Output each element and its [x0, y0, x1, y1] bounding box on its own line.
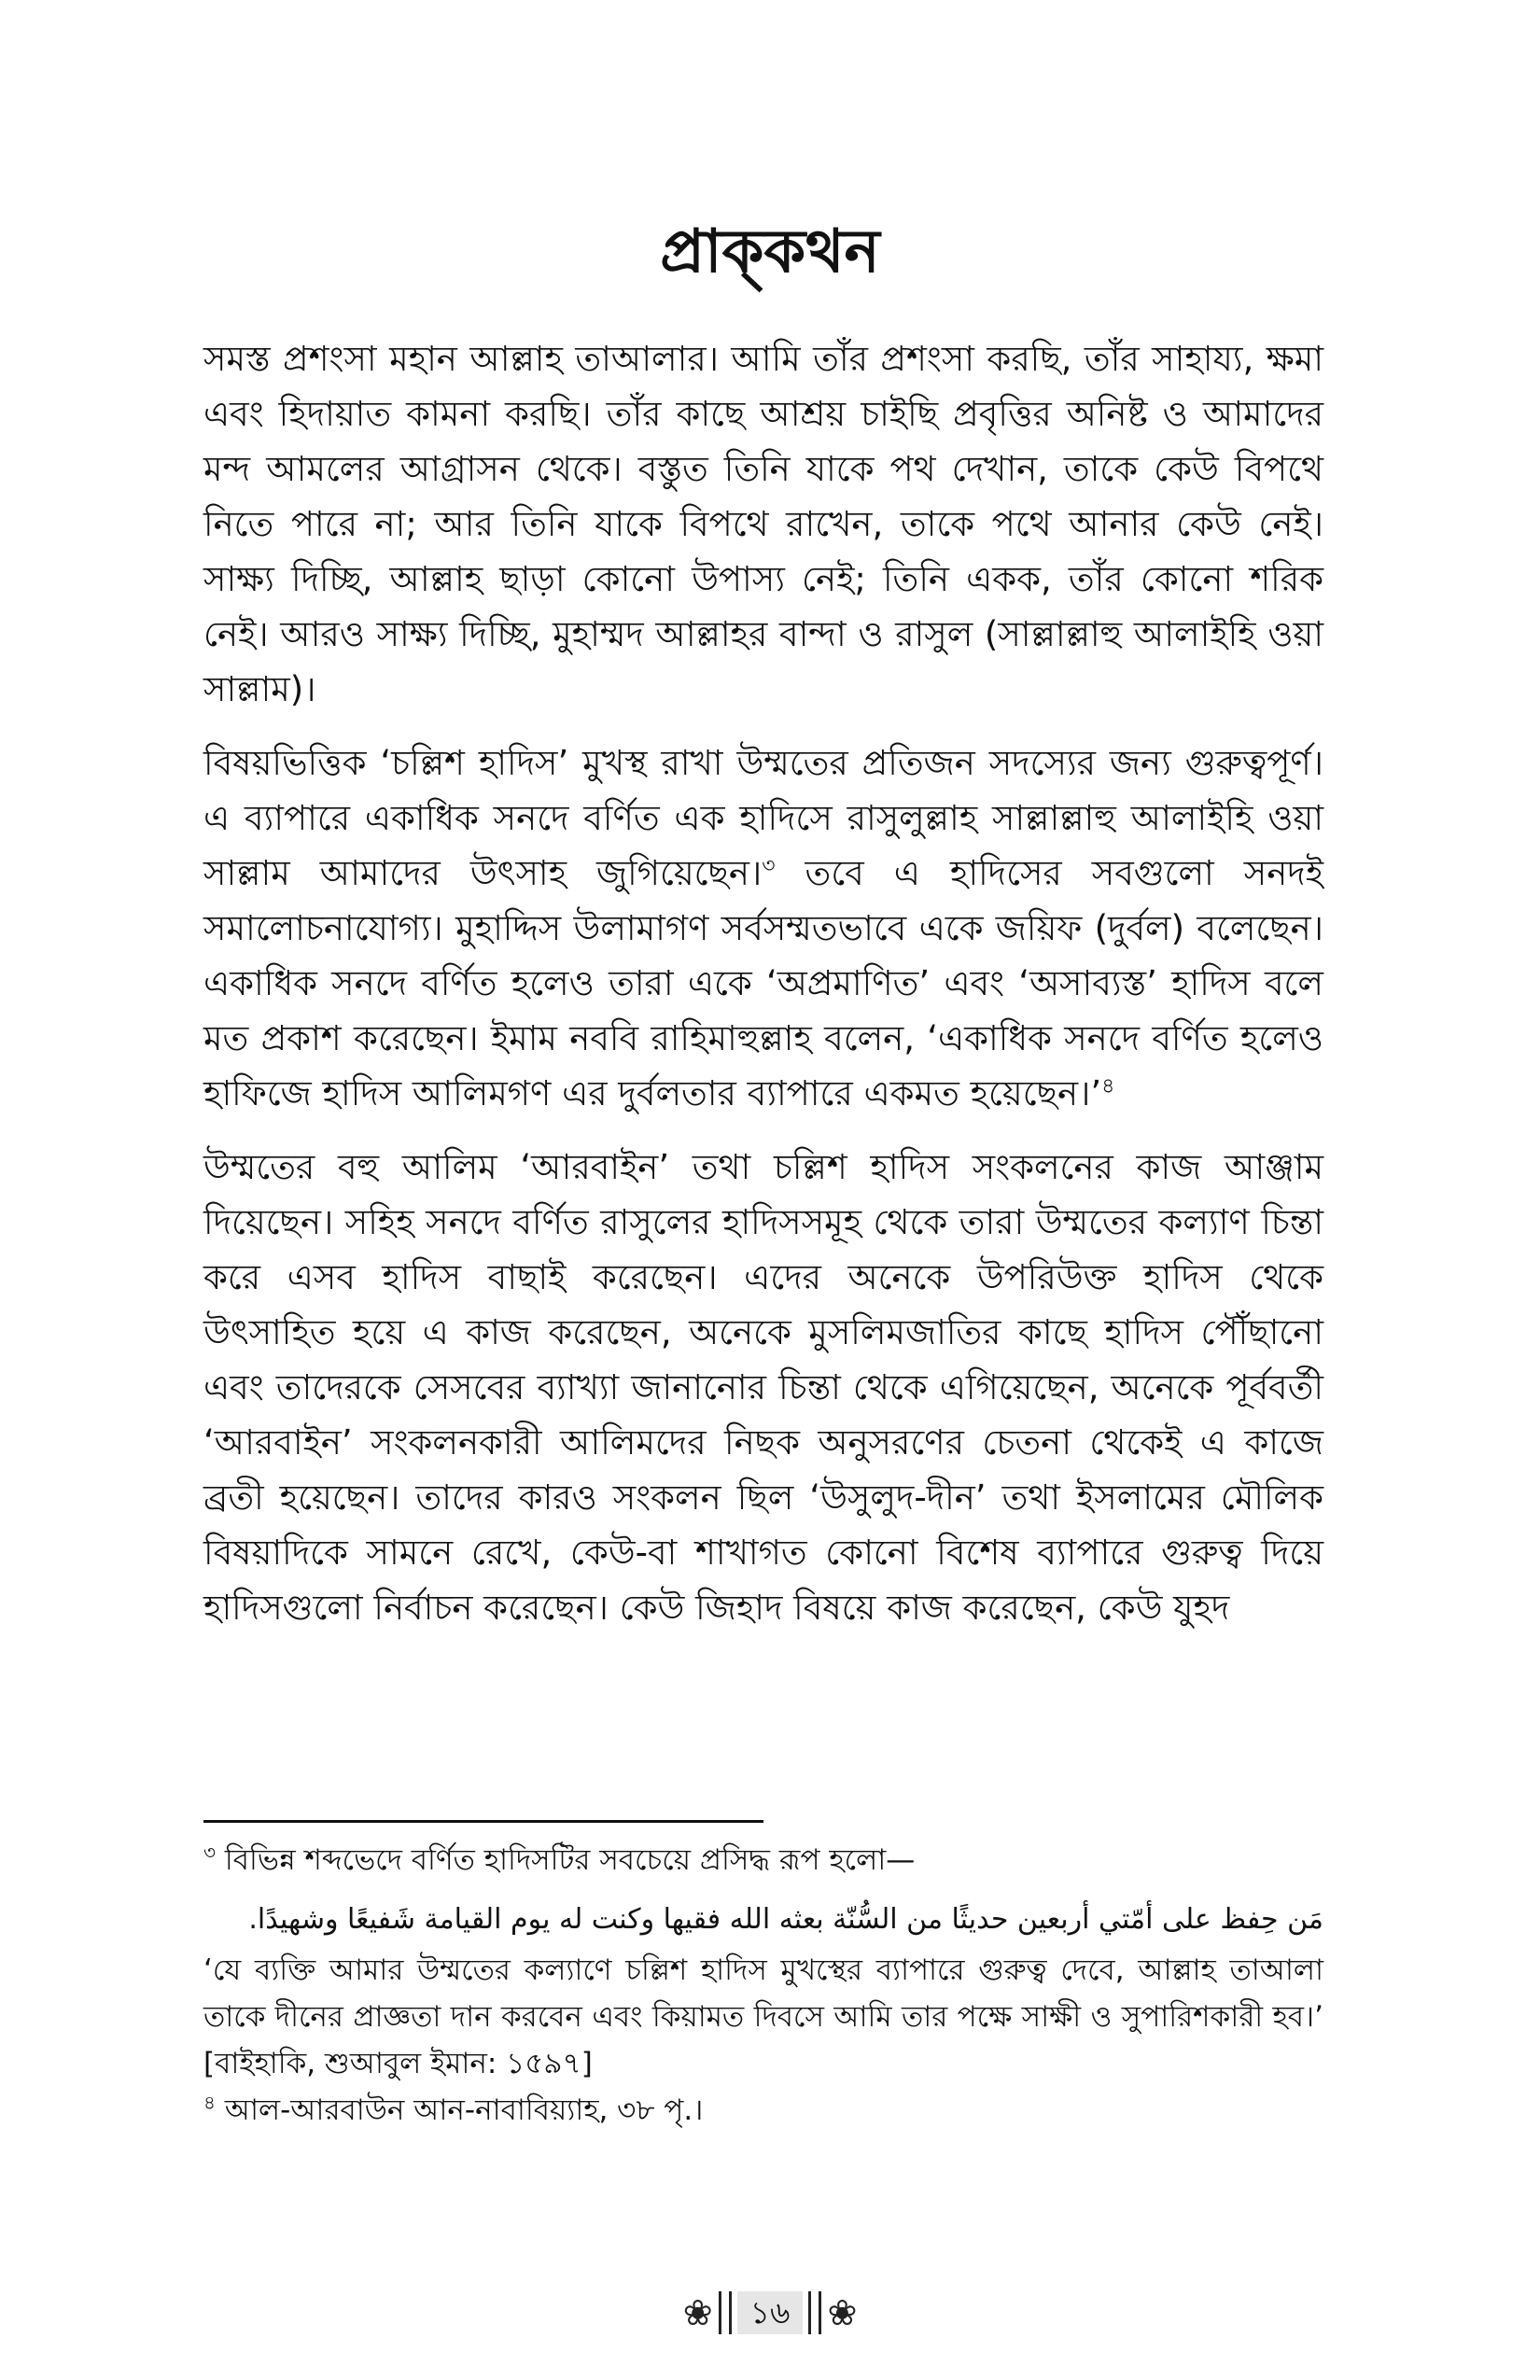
footnote-divider: [203, 1820, 763, 1823]
footnote-4-number: ৪: [203, 2091, 216, 2114]
paragraph-1: সমস্ত প্রশংসা মহান আল্লাহ তাআলার। আমি তাঁর প্রশংসা করছি, তাঁর সাহায্য, ক্ষমা এবং হিদায়াত কামনা করছি। তাঁর কাছে আশ্রয় চাইছি প্রবৃত্তির অনিষ্ট ও আমাদের মন্দ আমলের আগ্রাসন থেকে। বস্তুত তিনি যাকে পথ দেখান, তাকে কেউ বিপথে নিতে পারে না; আর তিনি যাকে বিপথে রাখেন, তাকে পথে আনার কেউ নেই। সাক্ষ্য দিচ্ছি, আল্লাহ ছাড়া কোনো উপাস্য নেই; তিনি একক, তাঁর কোনো শরিক নেই। আরও সাক্ষ্য দিচ্ছি, মুহাম্মদ আল্লাহর বান্দা ও রাসুল (সাল্লাল্লাহু আলাইহি ওয়া সাল্লাম)।: [203, 339, 1323, 709]
page-number: ১৬: [737, 2291, 804, 2334]
paragraph-2-part-b: তবে এ হাদিসের সবগুলো সনদই সমালোচনাযোগ্য। মুহাদ্দিস উলামাগণ সর্বসম্মতভাবে একে জয়িফ (দুর্বল) বলেছেন। একাধিক সনদে বর্ণিত হলেও তারা একে ‘অপ্রমাণিত’ এবং ‘অসাব্যস্ত’ হাদিস বলে মত প্রকাশ করেছেন। ইমাম নববি রাহিমাহুল্লাহ বলেন, ‘একাধিক সনদে বর্ণিত হলেও হাফিজে হাদিস আলিমগণ এর দুর্বলতার ব্যাপারে একমত হয়েছেন।’: [203, 853, 1323, 1113]
footnote-ref-4[interactable]: ৪: [1101, 1074, 1115, 1099]
ornament-left-icon: ❀: [682, 2292, 713, 2333]
footnote-4: [203, 2087, 1323, 2134]
footnote-3-number: ৩: [203, 1841, 217, 1864]
chapter-title: প্রাক্‌কথন: [660, 217, 880, 287]
divider-bars-left: [719, 2291, 732, 2334]
footnote-ref-3[interactable]: ৩: [762, 854, 776, 878]
footnote-3: [203, 1837, 1323, 1883]
footnotes: [203, 1837, 1323, 2134]
main-text: [203, 331, 1323, 1654]
page-number-footer: [679, 2287, 861, 2339]
ornament-right-icon: ❀: [827, 2292, 858, 2333]
paragraph-2: [203, 735, 1323, 1121]
paragraph-3: উম্মতের বহু আলিম ‘আরবাইন’ তথা চল্লিশ হাদিস সংকলনের কাজ আঞ্জাম দিয়েছেন। সহিহ সনদে বর্ণিত রাসুলের হাদিসসমূহ থেকে তারা উম্মতের কল্যাণ চিন্তা করে এসব হাদিস বাছাই করেছেন। এদের অনেকে উপরিউক্ত হাদিস থেকে উৎসাহিত হয়ে এ কাজ করেছেন, অনেকে মুসলিমজাতির কাছে হাদিস পৌঁছানো এবং তাদেরকে সেসবের ব্যাখ্যা জানানোর চিন্তা থেকে এগিয়েছেন, অনেকে পূর্ববর্তী ‘আরবাইন’ সংকলনকারী আলিমদের নিছক অনুসরণের চেতনা থেকেই এ কাজে ব্রতী হয়েছেন। তাদের কারও সংকলন ছিল ‘উসুলুদ-দীন’ তথা ইসলামের মৌলিক বিষয়াদিকে সামনে রেখে, কেউ-বা শাখাগত কোনো বিশেষ ব্যাপারে গুরুত্ব দিয়ে হাদিসগুলো নির্বাচন করেছেন। কেউ জিহাদ বিষয়ে কাজ করেছেন, কেউ যুহদ: [203, 1147, 1323, 1628]
footnote-3-intro: বিভিন্ন শব্দভেদে বর্ণিত হাদিসটির সবচেয়ে প্রসিদ্ধ রূপ হলো—: [216, 1843, 916, 1877]
divider-bars-right: [808, 2291, 821, 2334]
paragraph-2-part-a: বিষয়ভিত্তিক ‘চল্লিশ হাদিস’ মুখস্থ রাখা উম্মতের প্রতিজন সদস্যের জন্য গুরুত্বপূর্ণ। এ ব্যাপারে একাধিক সনদে বর্ণিত এক হাদিসে রাসুলুল্লাহ সাল্লাল্লাহু আলাইহি ওয়া সাল্লাম আমাদের উৎসাহ জুগিয়েছেন।: [203, 743, 1323, 893]
footnote-3-translation: ‘যে ব্যক্তি আমার উম্মতের কল্যাণে চল্লিশ হাদিস মুখস্থের ব্যাপারে গুরুত্ব দেবে, আল্লাহ তাআলা তাকে দীনের প্রাজ্ঞতা দান করবেন এবং কিয়ামত দিবসে আমি তার পক্ষে সাক্ষী ও সুপারিশকারী হব।’ [বাইহাকি, শুআবুল ইমান: ১৫৯৭]: [203, 1953, 1323, 2080]
footnote-4-text: আল-আরবাউন আন-নাবাবিয়্যাহ, ৩৮ পৃ.।: [215, 2093, 704, 2127]
footnote-3-arabic: مَن حِفظ على أمّتي أربعين حديثًا من السُّنّة بعثه الله فقيها وكنت له يوم القيامة شَفيعًا وشهيدًا.: [248, 1903, 1323, 1936]
